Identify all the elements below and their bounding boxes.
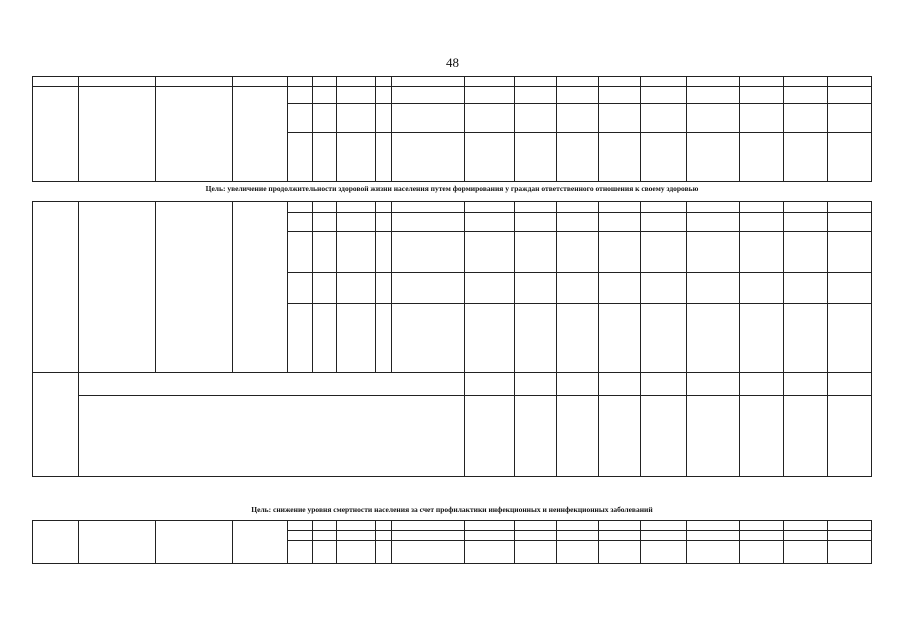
value-cell [557, 373, 599, 396]
budget-table-bottom [32, 520, 872, 564]
value-cell [515, 202, 557, 213]
value-cell [686, 373, 739, 396]
main-event-label [33, 202, 79, 373]
value-cell [464, 304, 515, 373]
value-cell [464, 521, 515, 531]
column-header [391, 77, 464, 87]
table-cell [336, 232, 376, 273]
value-cell [783, 273, 827, 304]
funding-source [391, 133, 464, 182]
value-cell [640, 232, 686, 273]
value-cell [640, 213, 686, 232]
value-cell [515, 373, 557, 396]
table-cell [336, 541, 376, 564]
value-cell [640, 396, 686, 477]
value-cell [686, 541, 739, 564]
table-cell [312, 541, 336, 564]
event-goal [156, 202, 233, 373]
value-cell [686, 213, 739, 232]
table-cell [376, 521, 391, 531]
value-cell [598, 521, 640, 531]
column-header [33, 77, 79, 87]
value-cell [827, 87, 871, 104]
value-cell [783, 521, 827, 531]
value-cell [739, 232, 783, 273]
value-cell [783, 202, 827, 213]
value-cell [827, 541, 871, 564]
table-cell [336, 531, 376, 541]
value-cell [827, 396, 871, 477]
table-cell [288, 87, 312, 104]
table-cell [376, 133, 391, 182]
value-cell [557, 87, 599, 104]
value-cell [515, 304, 557, 373]
responsible-executor [233, 521, 288, 564]
table-cell [288, 133, 312, 182]
value-cell [515, 396, 557, 477]
table-cell [288, 104, 312, 133]
table-cell [336, 304, 376, 373]
column-header [288, 77, 312, 87]
goal-heading-1: Цель: увеличение продолжительности здоровой жизни населения путем формирования у граждан ответственного отношения к своему здоровью [205, 184, 699, 193]
responsible-executor [233, 202, 288, 373]
column-header [156, 77, 233, 87]
value-cell [783, 531, 827, 541]
value-cell [464, 373, 515, 396]
indicator-name [79, 373, 464, 396]
column-header [336, 77, 376, 87]
budget-table-middle [32, 201, 872, 477]
table-cell [336, 521, 376, 531]
table-cell [312, 521, 336, 531]
table-row [33, 202, 872, 213]
table-cell [376, 531, 391, 541]
value-cell [686, 396, 739, 477]
table-cell [312, 531, 336, 541]
event-goal [156, 521, 233, 564]
funding-source [391, 531, 464, 541]
table-cell [376, 104, 391, 133]
funding-source [391, 202, 464, 213]
value-cell [739, 541, 783, 564]
value-cell [598, 304, 640, 373]
value-cell [515, 133, 557, 182]
table-cell [33, 87, 79, 182]
value-cell [827, 521, 871, 531]
value-cell [640, 521, 686, 531]
value-cell [515, 213, 557, 232]
table-cell [336, 273, 376, 304]
value-cell [686, 521, 739, 531]
table-cell [312, 202, 336, 213]
column-header [233, 77, 288, 87]
value-cell [464, 202, 515, 213]
table-cell [312, 133, 336, 182]
table-cell [288, 273, 312, 304]
value-cell [515, 521, 557, 531]
value-cell [686, 273, 739, 304]
value-cell [739, 373, 783, 396]
value-cell [464, 541, 515, 564]
value-cell [827, 213, 871, 232]
value-cell [739, 304, 783, 373]
table-cell [312, 304, 336, 373]
value-cell [827, 133, 871, 182]
value-cell [598, 232, 640, 273]
event-description [79, 521, 156, 564]
table-row [33, 77, 872, 87]
value-cell [598, 87, 640, 104]
value-cell [464, 232, 515, 273]
value-cell [464, 531, 515, 541]
column-header [686, 77, 739, 87]
value-cell [557, 521, 599, 531]
value-cell [464, 396, 515, 477]
value-cell [640, 273, 686, 304]
value-cell [640, 373, 686, 396]
value-cell [640, 133, 686, 182]
value-cell [557, 133, 599, 182]
column-header [739, 77, 783, 87]
value-cell [557, 396, 599, 477]
column-header [640, 77, 686, 87]
value-cell [827, 202, 871, 213]
table-cell [336, 87, 376, 104]
table-cell [156, 87, 233, 182]
value-cell [739, 213, 783, 232]
value-cell [557, 202, 599, 213]
value-cell [515, 232, 557, 273]
table-cell [336, 133, 376, 182]
goal-heading-2: Цель: снижение уровня смертности населения за счет профилактики инфекционных и неинфекционных заболеваний [251, 505, 653, 514]
value-cell [686, 202, 739, 213]
table-row [33, 396, 872, 477]
value-cell [783, 304, 827, 373]
column-header [783, 77, 827, 87]
value-cell [686, 531, 739, 541]
funding-source [391, 541, 464, 564]
value-cell [598, 213, 640, 232]
value-cell [739, 104, 783, 133]
value-cell [464, 133, 515, 182]
value-cell [557, 531, 599, 541]
table-cell [336, 104, 376, 133]
table-cell [336, 213, 376, 232]
value-cell [640, 202, 686, 213]
value-cell [827, 232, 871, 273]
funding-source [391, 87, 464, 104]
value-cell [783, 541, 827, 564]
value-cell [598, 273, 640, 304]
value-cell [686, 133, 739, 182]
event-description [79, 202, 156, 373]
funding-source [391, 521, 464, 531]
column-header [557, 77, 599, 87]
table-row [33, 373, 872, 396]
value-cell [598, 202, 640, 213]
table-cell [312, 213, 336, 232]
column-header [515, 77, 557, 87]
value-cell [598, 373, 640, 396]
funding-source [391, 304, 464, 373]
value-cell [827, 373, 871, 396]
table-cell [288, 202, 312, 213]
table-cell [312, 273, 336, 304]
value-cell [640, 531, 686, 541]
table-cell [376, 87, 391, 104]
table-cell [376, 541, 391, 564]
column-header [464, 77, 515, 87]
table-cell [312, 232, 336, 273]
funding-source [391, 232, 464, 273]
value-cell [739, 521, 783, 531]
value-cell [464, 273, 515, 304]
value-cell [464, 104, 515, 133]
value-cell [640, 541, 686, 564]
value-cell [827, 304, 871, 373]
value-cell [686, 104, 739, 133]
funding-source [391, 273, 464, 304]
target-indicators-label [33, 373, 79, 477]
value-cell [598, 104, 640, 133]
value-cell [739, 273, 783, 304]
value-cell [739, 133, 783, 182]
column-header [827, 77, 871, 87]
column-header [312, 77, 336, 87]
value-cell [827, 273, 871, 304]
value-cell [598, 541, 640, 564]
table-cell [288, 541, 312, 564]
value-cell [640, 87, 686, 104]
value-cell [515, 104, 557, 133]
value-cell [739, 87, 783, 104]
indicator-name [79, 396, 464, 477]
value-cell [686, 87, 739, 104]
value-cell [783, 87, 827, 104]
column-header [376, 77, 391, 87]
value-cell [598, 133, 640, 182]
table-cell [288, 304, 312, 373]
table-row [33, 87, 872, 104]
value-cell [827, 104, 871, 133]
value-cell [515, 87, 557, 104]
value-cell [640, 304, 686, 373]
value-cell [739, 202, 783, 213]
value-cell [598, 531, 640, 541]
value-cell [783, 232, 827, 273]
value-cell [739, 531, 783, 541]
value-cell [783, 104, 827, 133]
value-cell [557, 104, 599, 133]
value-cell [557, 213, 599, 232]
value-cell [557, 232, 599, 273]
page-number: 48 [446, 55, 459, 70]
value-cell [640, 104, 686, 133]
value-cell [557, 273, 599, 304]
funding-source [391, 213, 464, 232]
value-cell [464, 213, 515, 232]
value-cell [515, 531, 557, 541]
column-header [79, 77, 156, 87]
value-cell [827, 531, 871, 541]
table-cell [288, 531, 312, 541]
value-cell [686, 232, 739, 273]
value-cell [464, 87, 515, 104]
table-cell [336, 202, 376, 213]
budget-table-top [32, 76, 872, 182]
table-row [33, 521, 872, 531]
value-cell [686, 304, 739, 373]
value-cell [557, 541, 599, 564]
table-cell [312, 104, 336, 133]
value-cell [783, 373, 827, 396]
table-cell [376, 232, 391, 273]
table-cell [288, 232, 312, 273]
value-cell [515, 541, 557, 564]
value-cell [739, 396, 783, 477]
table-cell [288, 213, 312, 232]
value-cell [783, 213, 827, 232]
responsible-organization [79, 87, 156, 182]
main-event-label [33, 521, 79, 564]
column-header [598, 77, 640, 87]
value-cell [557, 304, 599, 373]
value-cell [598, 396, 640, 477]
funding-source [391, 104, 464, 133]
table-cell [376, 202, 391, 213]
value-cell [783, 133, 827, 182]
table-cell [233, 87, 288, 182]
table-cell [376, 213, 391, 232]
value-cell [515, 273, 557, 304]
table-cell [376, 304, 391, 373]
value-cell [783, 396, 827, 477]
table-cell [288, 521, 312, 531]
table-cell [376, 273, 391, 304]
table-cell [312, 87, 336, 104]
